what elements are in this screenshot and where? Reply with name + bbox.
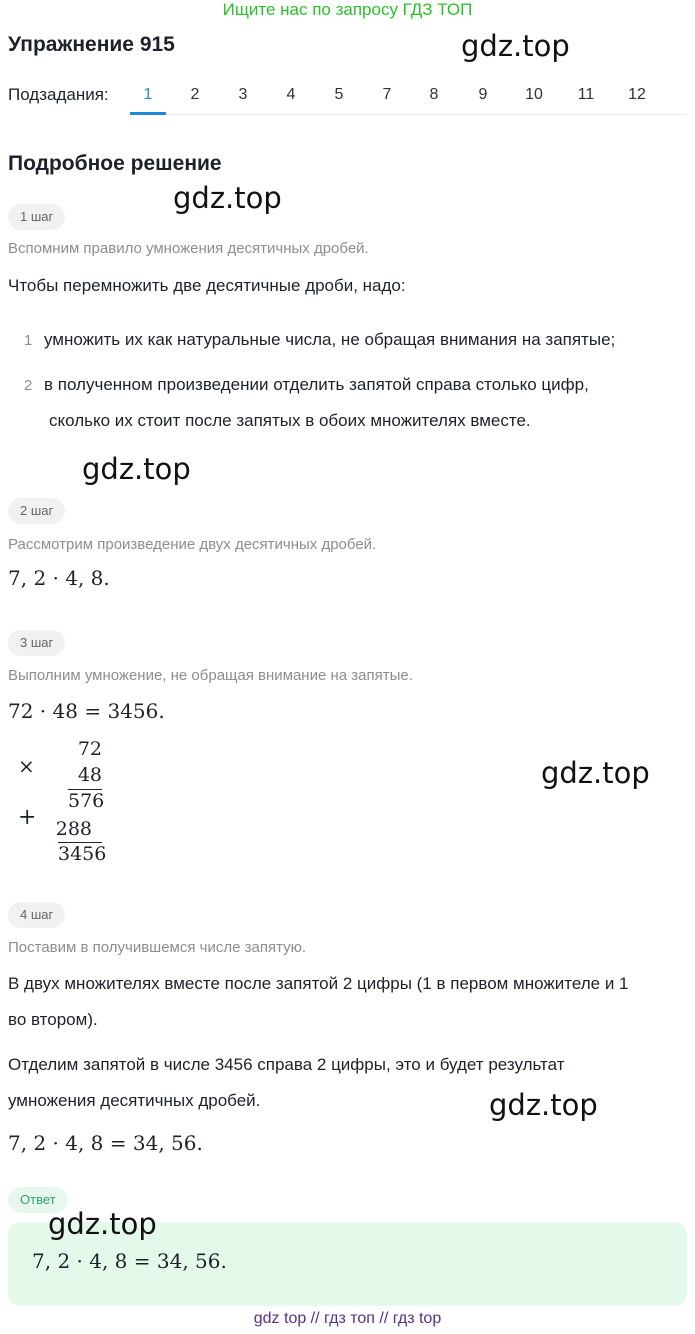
math-expression: 7, 2 · 4, 8 = 34, 56. <box>8 1131 203 1155</box>
footer-link-gdz-top-mixed[interactable]: гдз top <box>392 1310 442 1327</box>
footer-link-gdz-top[interactable]: gdz top <box>253 1310 307 1327</box>
answer-badge: Ответ <box>8 1187 68 1213</box>
list-item: в полученном произведении отделить запятой справа столько цифр, <box>44 375 589 394</box>
subtask-tab-7[interactable]: 7 <box>382 86 392 103</box>
step-badge: 3 шаг <box>8 630 65 656</box>
solution-heading: Подробное решение <box>8 152 222 175</box>
step-text: умножения десятичных дробей. <box>8 1091 261 1110</box>
watermark: gdz.top <box>82 452 191 486</box>
subtask-tab-8[interactable]: 8 <box>429 86 439 103</box>
step-text: Отделим запятой в числе 3456 справа 2 цифры, это и будет результат <box>8 1055 565 1074</box>
column-result: 3456 <box>58 843 107 865</box>
watermark: gdz.top <box>489 1088 598 1122</box>
watermark: gdz.top <box>461 29 570 63</box>
math-expression: 72 · 48 = 3456. <box>8 699 165 723</box>
multiplier: 48 <box>77 764 102 786</box>
times-sign: × <box>18 754 35 778</box>
subtask-tab-12[interactable]: 12 <box>628 86 646 103</box>
partial-product: 576 <box>68 790 105 812</box>
active-tab-indicator <box>130 112 166 115</box>
math-expression: 7, 2 · 4, 8. <box>8 566 110 590</box>
list-number: 2 <box>24 377 33 394</box>
step-hint: Вспомним правило умножения десятичных дробей. <box>8 240 369 257</box>
promo-banner[interactable]: Ищите нас по запросу ГДЗ ТОП <box>222 0 473 19</box>
step-text: В двух множителях вместе после запятой 2 цифры (1 в первом множителе и 1 <box>8 974 629 993</box>
watermark: gdz.top <box>48 1207 157 1241</box>
subtask-tab-9[interactable]: 9 <box>478 86 488 103</box>
step-badge: 4 шаг <box>8 902 65 928</box>
answer-math: 7, 2 · 4, 8 = 34, 56. <box>32 1249 227 1273</box>
subtask-tab-2[interactable]: 2 <box>190 86 200 103</box>
subtask-tab-11[interactable]: 11 <box>577 86 595 103</box>
step-text: Чтобы перемножить две десятичные дроби, надо: <box>8 276 406 295</box>
watermark: gdz.top <box>541 756 650 790</box>
subtask-tab-10[interactable]: 10 <box>525 86 543 103</box>
list-number: 1 <box>24 332 33 349</box>
footer-link-gdz-top-ru[interactable]: гдз топ <box>324 1310 375 1327</box>
plus-sign: + <box>18 805 37 830</box>
subtask-tab-1[interactable]: 1 <box>143 86 153 103</box>
footer-links <box>0 1310 695 1328</box>
subtask-tab-5[interactable]: 5 <box>334 86 344 103</box>
partial-product: 288 <box>55 818 92 840</box>
footer-separator: // <box>374 1310 393 1327</box>
multiplicand: 72 <box>77 738 102 760</box>
step-hint: Поставим в получившемся числе запятую. <box>8 939 307 956</box>
watermark: gdz.top <box>173 181 282 215</box>
footer-separator: // <box>306 1310 325 1327</box>
subtask-tab-3[interactable]: 3 <box>238 86 248 103</box>
step-text: во втором). <box>8 1010 98 1029</box>
step-hint: Рассмотрим произведение двух десятичных дробей. <box>8 536 377 553</box>
page-title: Упражнение 915 <box>8 33 175 56</box>
step-badge: 2 шаг <box>8 498 65 524</box>
step-hint: Выполним умножение, не обращая внимание на запятые. <box>8 667 413 684</box>
tabs-divider <box>130 114 687 115</box>
list-item: умножить их как натуральные числа, не обращая внимания на запятые; <box>44 330 616 349</box>
step-badge: 1 шаг <box>8 204 65 230</box>
subtask-tab-4[interactable]: 4 <box>286 86 296 103</box>
subtasks-label: Подзадания: <box>8 85 109 104</box>
list-item: сколько их стоит после запятых в обоих множителях вместе. <box>49 411 531 430</box>
